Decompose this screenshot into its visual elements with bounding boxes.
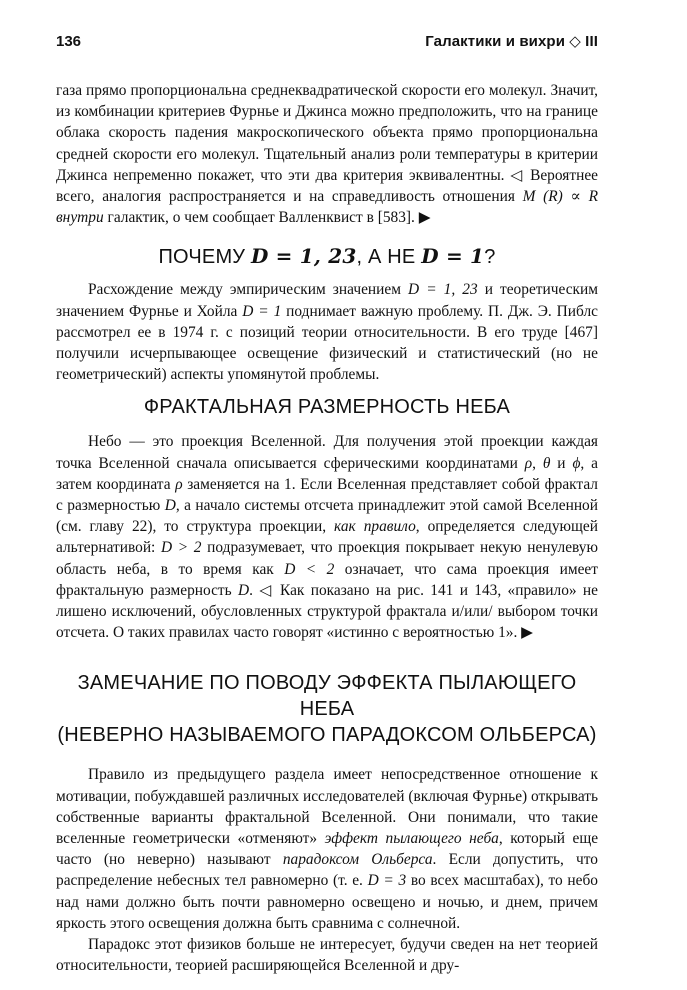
heading-part: ПОЧЕМУ — [158, 246, 251, 269]
math-expression: D < 2 — [284, 560, 335, 578]
heading-part: ? — [484, 246, 496, 269]
math-expression: D = 1 — [242, 302, 282, 320]
heading-math: D = 1 — [421, 244, 485, 269]
math-symbol: θ — [542, 454, 551, 472]
heading-part: , А НЕ — [356, 246, 422, 269]
body-text: , а затем координата — [56, 454, 598, 493]
math-expression: D = 3 — [367, 872, 407, 890]
body-text: заменяется на 1. Если Вселенная представляет собой фрактал с размерностью — [56, 475, 598, 515]
intro-text-end: галактик, о чем сообщает Валленквист в [583]. ▶ — [103, 209, 431, 227]
heading-line: (НЕВЕРНО НАЗЫВАЕМОГО ПАРАДОКСОМ ОЛЬБЕРСА) — [57, 724, 597, 747]
section-heading-fractal: ФРАКТАЛЬНАЯ РАЗМЕРНОСТЬ НЕБА — [143, 396, 511, 419]
book-page — [56, 32, 598, 977]
olbers-paragraph-2: Парадокс этот физиков больше не интересует, будучи сведен на нет теорией относительности, теорией расширяющейся Вселенной и дру- — [56, 936, 598, 975]
body-text: Правило из предыдущего раздела имеет непосредственное отношение к мотивации, побуждавшей различных исследователей (включая Фурнье) открывать собственные варианты фрактальной Вселенной. Они понимали, что такие вселенные геометрически «отменяют» — [56, 766, 598, 848]
math-relation: M (R) ∝ R — [522, 188, 598, 206]
page-header — [56, 32, 598, 54]
section-heading-olbers — [56, 670, 598, 748]
body-text: означает, что сама проекция имеет фрактальную размерность — [56, 560, 598, 599]
math-expression: D > 2 — [160, 539, 202, 557]
emphasis-rule: как правило — [334, 518, 416, 536]
math-symbol: D — [238, 581, 250, 599]
body-text: . ◁ Как показано на рис. 141 и 143, «правило» не лишено исключений, обусловленных структурой фрактала и/или/ выбором точки отсчета. О таких правилах часто говорят «истинно с вероятностью 1». ▶ — [56, 581, 598, 642]
math-symbol: ρ — [524, 454, 533, 472]
body-text: . Если допустить, что распределение небесных тел равномерно (т. е. — [56, 851, 598, 890]
running-title: Галактики и вихри ◇ III — [425, 33, 598, 50]
why-paragraph — [56, 279, 598, 385]
body-text: , который еще часто (но неверно) называют — [56, 830, 599, 869]
heading-line: ЗАМЕЧАНИЕ ПО ПОВОДУ ЭФФЕКТА ПЫЛАЮЩЕГО НЕБА — [77, 672, 577, 721]
body-text: поднимает важную проблему. П. Дж. Э. Пиблс рассмотрел ее в 1974 г. с позиций теории относительности. В его труде [467] получили исчерпывающее освещение физический и статистический (но не геометрический) аспекты упомянутой проблемы. — [56, 302, 598, 384]
body-text: , — [532, 454, 543, 472]
body-text: , определяется следующей альтернативой: — [56, 518, 598, 557]
intro-text: газа прямо пропорциональна среднеквадратической скорости его молекул. Значит, из комбинации критериев Фурнье и Джинса можно предположить, что на границе облака скорость падения макроскопического объекта прямо пропорциональна средней скорости его молекул. Тщательный анализ роли температуры в критерии Джинса непременно покажет, что эти два критерия эквивалентны. ◁ Вероятнее всего, аналогия распространяется и на справедливость отношения — [56, 82, 598, 206]
body-text: во всех масштабах), то небо над нами должно быть почти равномерно освещено и ночью, и днем, причем яркость этого освещения должна быть сравнима с солнечной. — [56, 872, 598, 932]
body-text: и — [550, 454, 573, 472]
math-symbol: ρ — [175, 475, 183, 493]
page-number: 136 — [56, 33, 82, 50]
olbers-paragraph — [56, 764, 598, 934]
math-expression: D = 1, 23 — [408, 281, 478, 299]
intro-paragraph — [56, 80, 598, 228]
fractal-paragraph — [56, 431, 598, 643]
section-heading-why — [56, 244, 598, 269]
body-text: , а начало системы отсчета принадлежит этой самой Вселенной (см. главу 22), то структура проекции, — [56, 497, 598, 536]
emphasis-inside: внутри — [56, 209, 104, 227]
emphasis-paradox: парадоксом Ольберса — [282, 851, 433, 869]
body-text: и теоретическим значением Фурнье и Хойла — [56, 281, 598, 320]
heading-math: D = 1, 23 — [250, 244, 357, 269]
emphasis-effect: эффект пылающего неба — [324, 830, 499, 848]
body-text: подразумевает, что проекция покрывает некую ненулевую область неба, в то время как — [56, 539, 598, 578]
body-text: Расхождение между эмпирическим значением — [88, 281, 409, 299]
math-symbol: ϕ — [572, 454, 581, 472]
math-symbol: D — [164, 497, 176, 515]
body-text: Небо — это проекция Вселенной. Для получения этой проекции каждая точка Вселенной сначала описывается сферическими координатами — [56, 433, 598, 472]
